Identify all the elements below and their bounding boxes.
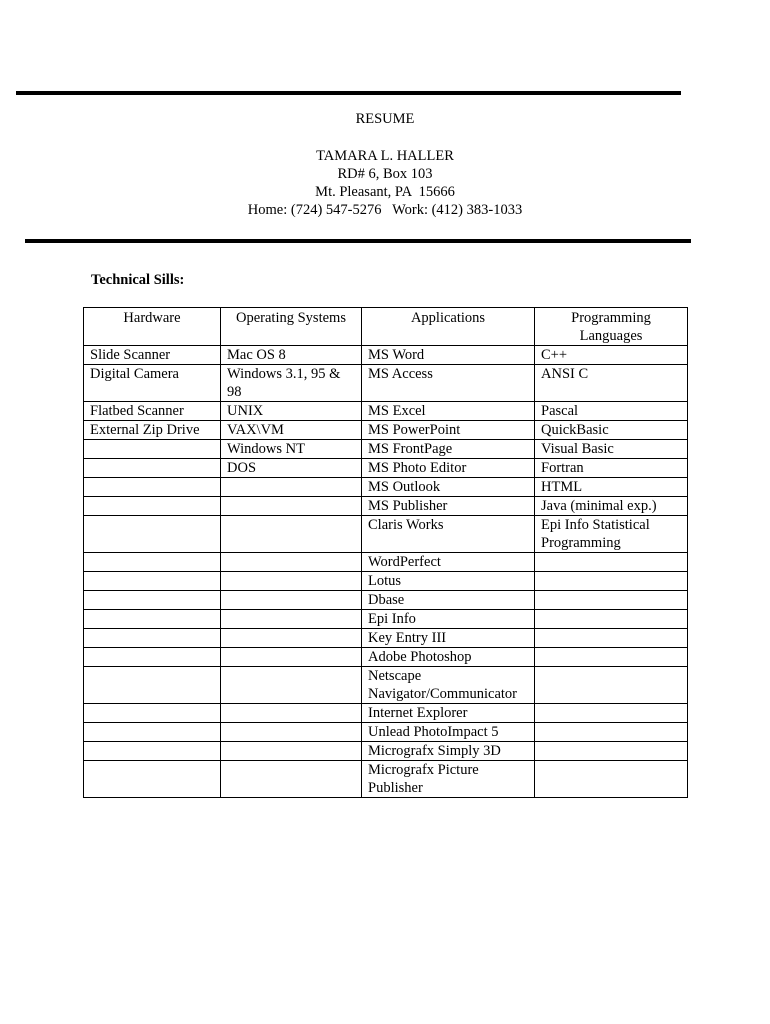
language-cell: ANSI C	[535, 365, 688, 402]
application-cell: MS PowerPoint	[362, 421, 535, 440]
language-cell: C++	[535, 346, 688, 365]
table-row	[84, 553, 688, 572]
application-cell: Dbase	[362, 591, 535, 610]
language-cell	[535, 742, 688, 761]
application-cell: MS Access	[362, 365, 535, 402]
application-cell: Key Entry III	[362, 629, 535, 648]
language-cell: Visual Basic	[535, 440, 688, 459]
application-cell: Claris Works	[362, 516, 535, 553]
table-row	[84, 421, 688, 440]
hardware-cell	[84, 478, 221, 497]
hardware-cell	[84, 440, 221, 459]
application-cell: MS Outlook	[362, 478, 535, 497]
hardware-cell	[84, 629, 221, 648]
applicant-name: TAMARA L. HALLER	[316, 148, 454, 164]
application-cell: MS Excel	[362, 402, 535, 421]
language-cell	[535, 553, 688, 572]
table-row	[84, 478, 688, 497]
table-row	[84, 459, 688, 478]
hardware-cell: Digital Camera	[84, 365, 221, 402]
language-cell	[535, 572, 688, 591]
application-cell: Micrografx Picture Publisher	[362, 761, 535, 798]
os-cell: Windows NT	[221, 440, 362, 459]
application-cell: MS Publisher	[362, 497, 535, 516]
hardware-cell	[84, 761, 221, 798]
os-cell	[221, 610, 362, 629]
technical-skills-table	[83, 307, 688, 798]
application-cell: Adobe Photoshop	[362, 648, 535, 667]
os-cell	[221, 497, 362, 516]
hardware-cell: Flatbed Scanner	[84, 402, 221, 421]
column-header-programming-languages: Programming Languages	[535, 308, 688, 346]
table-row	[84, 346, 688, 365]
top-rule	[16, 91, 681, 95]
hardware-cell	[84, 704, 221, 723]
language-cell: Pascal	[535, 402, 688, 421]
document-title: RESUME	[355, 111, 415, 127]
hardware-cell: Slide Scanner	[84, 346, 221, 365]
language-cell	[535, 648, 688, 667]
phone-numbers: Home: (724) 547-5276 Work: (412) 383-1033	[247, 202, 523, 218]
table-header-row	[84, 308, 688, 346]
application-cell: WordPerfect	[362, 553, 535, 572]
language-cell	[535, 667, 688, 704]
os-cell	[221, 478, 362, 497]
column-header-hardware: Hardware	[84, 308, 221, 346]
table-row	[84, 704, 688, 723]
os-cell	[221, 591, 362, 610]
application-cell: MS FrontPage	[362, 440, 535, 459]
os-cell	[221, 629, 362, 648]
application-cell: Netscape Navigator/Communicator	[362, 667, 535, 704]
application-cell: Epi Info	[362, 610, 535, 629]
os-cell: UNIX	[221, 402, 362, 421]
table-row	[84, 629, 688, 648]
os-cell: Windows 3.1, 95 & 98	[221, 365, 362, 402]
table-row	[84, 572, 688, 591]
os-cell	[221, 572, 362, 591]
language-cell: Java (minimal exp.)	[535, 497, 688, 516]
language-cell	[535, 723, 688, 742]
table-row	[84, 591, 688, 610]
table-row	[84, 516, 688, 553]
hardware-cell	[84, 572, 221, 591]
table-row	[84, 723, 688, 742]
os-cell	[221, 553, 362, 572]
application-cell: Micrografx Simply 3D	[362, 742, 535, 761]
hardware-cell	[84, 497, 221, 516]
hardware-cell	[84, 648, 221, 667]
table-row	[84, 667, 688, 704]
language-cell: HTML	[535, 478, 688, 497]
hardware-cell	[84, 516, 221, 553]
section-heading-technical-skills: Technical Sills:	[91, 272, 185, 288]
table-row	[84, 497, 688, 516]
table-row	[84, 742, 688, 761]
os-cell	[221, 723, 362, 742]
language-cell	[535, 761, 688, 798]
table-row	[84, 440, 688, 459]
os-cell	[221, 516, 362, 553]
os-cell	[221, 648, 362, 667]
language-cell: Fortran	[535, 459, 688, 478]
hardware-cell	[84, 610, 221, 629]
address-line-2: Mt. Pleasant, PA 15666	[315, 184, 455, 200]
table-row	[84, 648, 688, 667]
hardware-cell	[84, 667, 221, 704]
hardware-cell	[84, 723, 221, 742]
hardware-cell	[84, 591, 221, 610]
table-row	[84, 402, 688, 421]
table-row	[84, 365, 688, 402]
hardware-cell: External Zip Drive	[84, 421, 221, 440]
language-cell	[535, 704, 688, 723]
language-cell	[535, 629, 688, 648]
contact-block	[0, 147, 770, 219]
hardware-cell	[84, 459, 221, 478]
application-cell: MS Photo Editor	[362, 459, 535, 478]
language-cell	[535, 591, 688, 610]
language-cell: Epi Info Statistical Programming	[535, 516, 688, 553]
table-row	[84, 761, 688, 798]
hardware-cell	[84, 742, 221, 761]
bottom-rule	[25, 239, 691, 243]
application-cell: Internet Explorer	[362, 704, 535, 723]
application-cell: Lotus	[362, 572, 535, 591]
column-header-operating-systems: Operating Systems	[221, 308, 362, 346]
column-header-applications: Applications	[362, 308, 535, 346]
os-cell	[221, 667, 362, 704]
os-cell: Mac OS 8	[221, 346, 362, 365]
application-cell: MS Word	[362, 346, 535, 365]
os-cell	[221, 704, 362, 723]
os-cell: DOS	[221, 459, 362, 478]
table-row	[84, 610, 688, 629]
os-cell: VAX\VM	[221, 421, 362, 440]
application-cell: Unlead PhotoImpact 5	[362, 723, 535, 742]
os-cell	[221, 761, 362, 798]
language-cell	[535, 610, 688, 629]
hardware-cell	[84, 553, 221, 572]
os-cell	[221, 742, 362, 761]
table-body	[84, 346, 688, 798]
address-line-1: RD# 6, Box 103	[337, 166, 433, 182]
language-cell: QuickBasic	[535, 421, 688, 440]
